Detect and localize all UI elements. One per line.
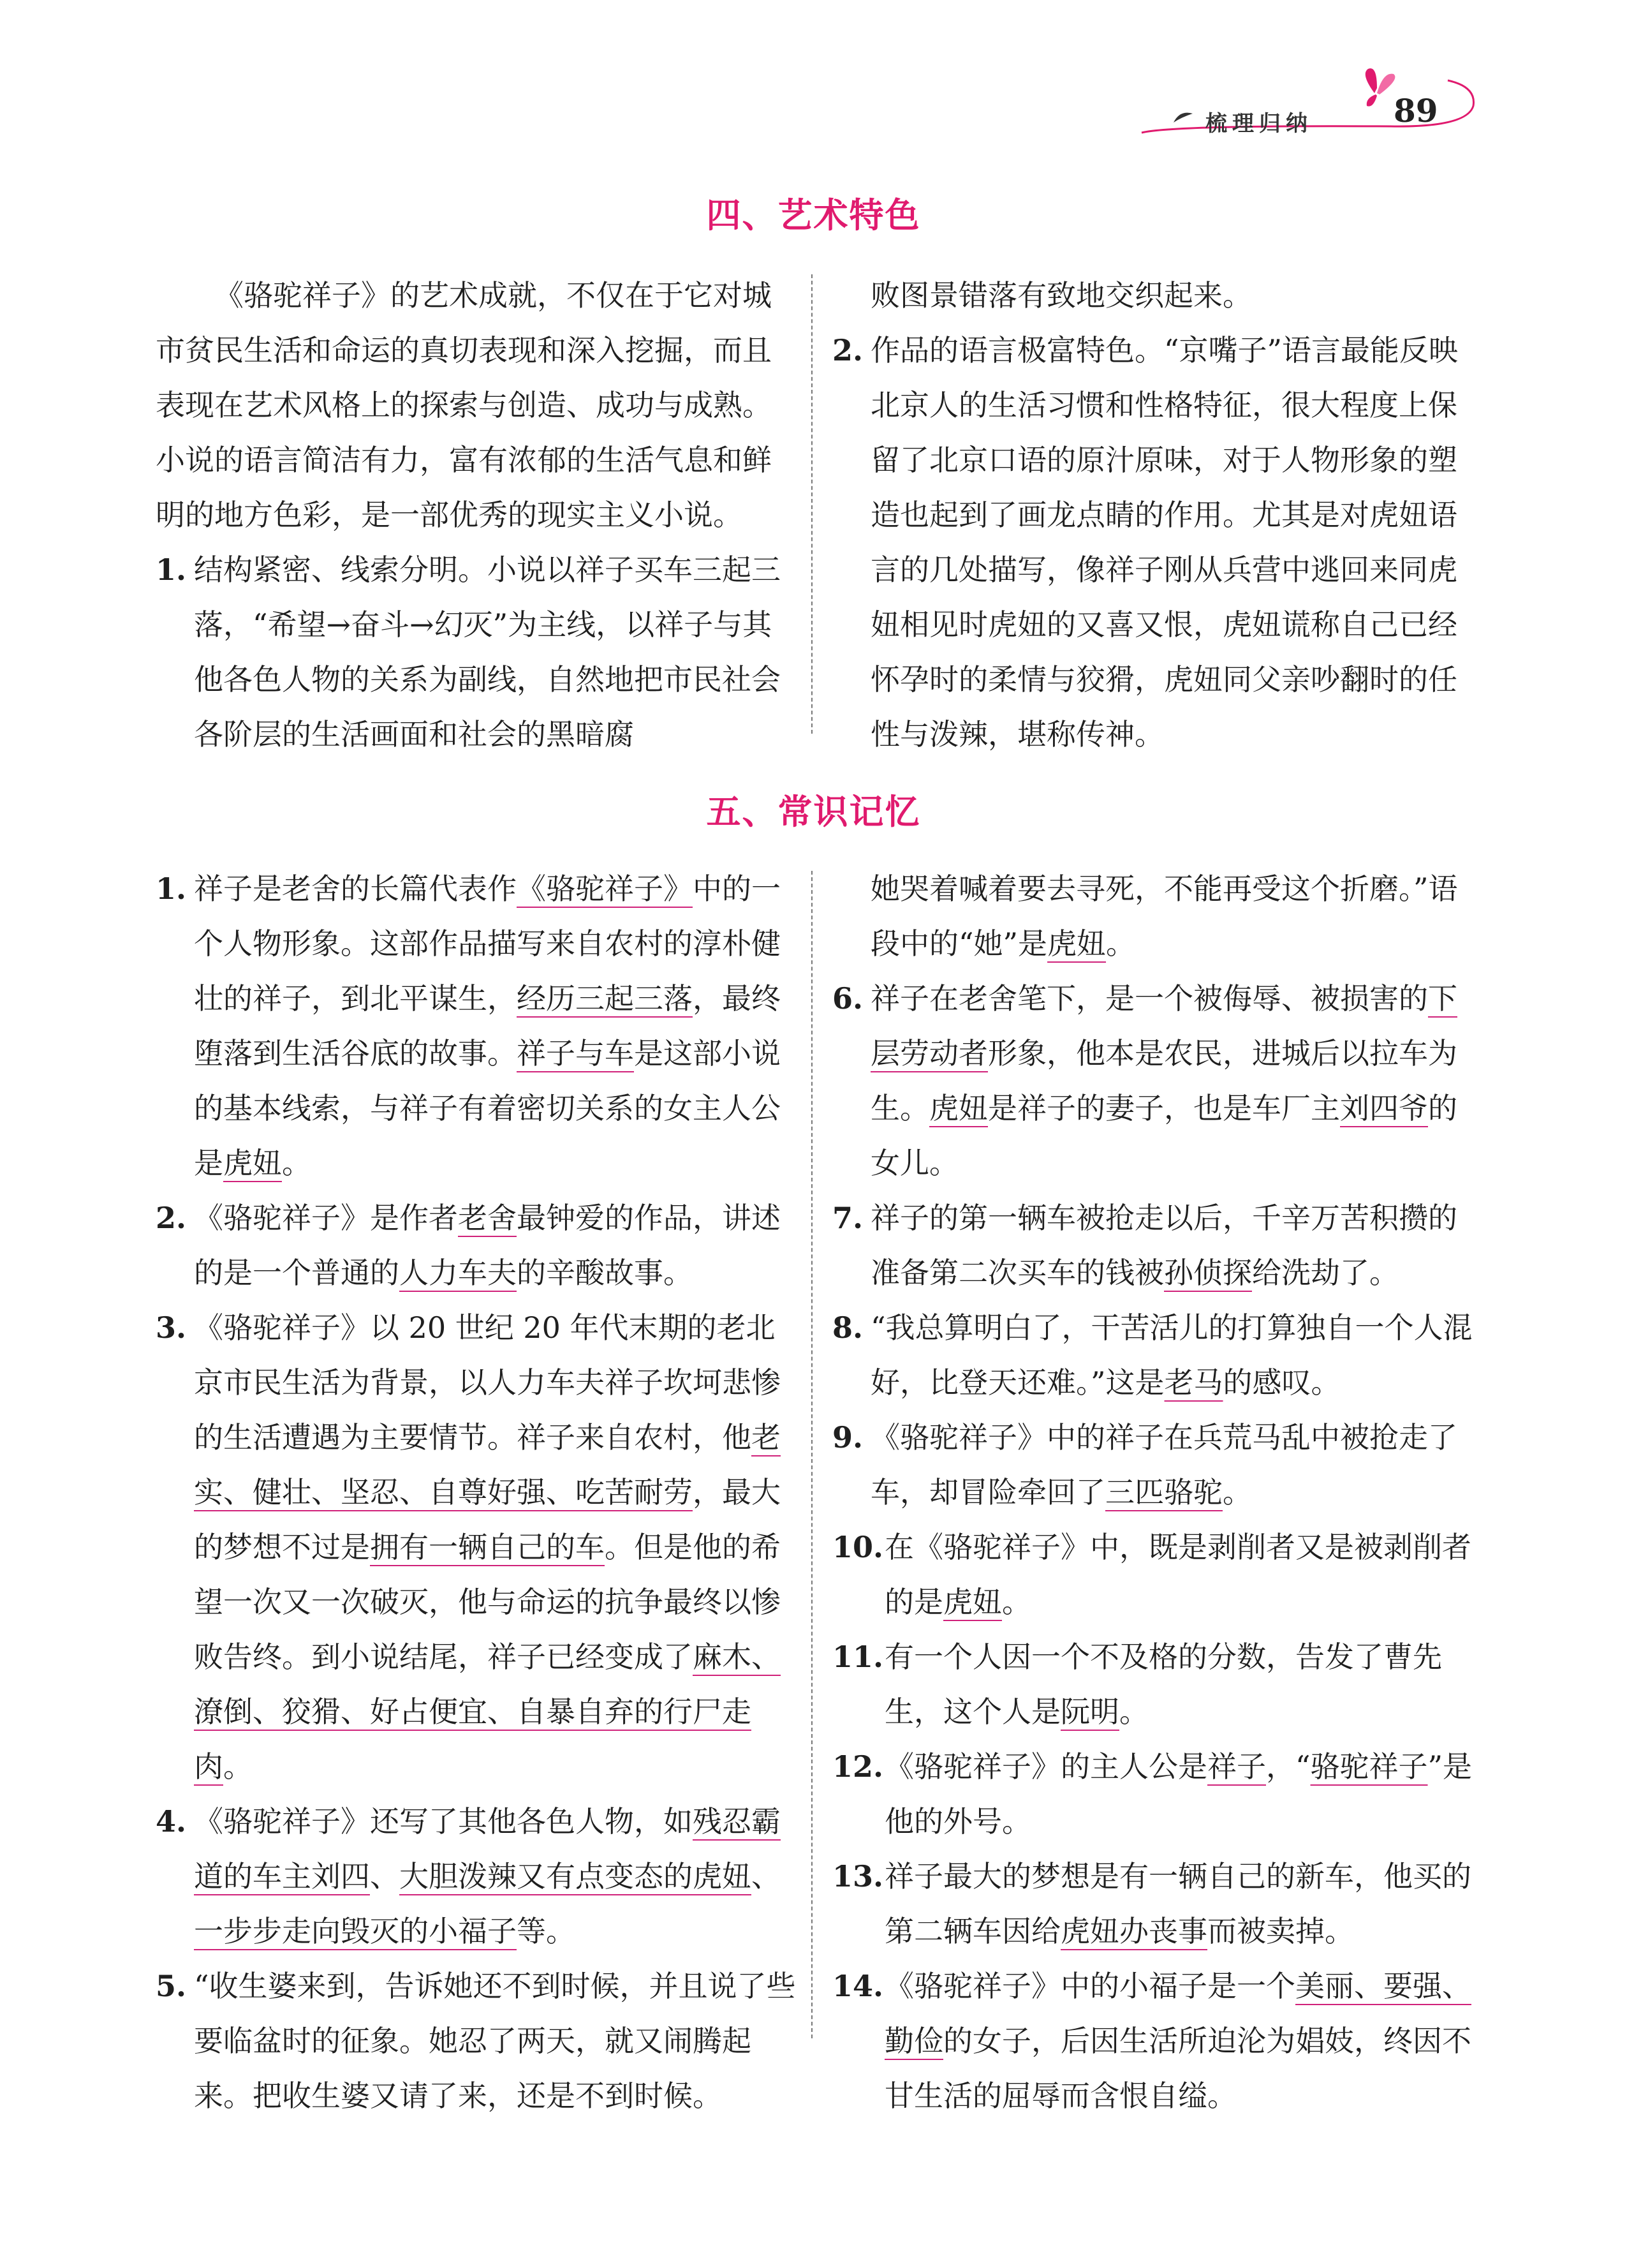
text-segment: 《骆驼祥子》还写了其他各色人物，如	[194, 1804, 693, 1839]
text-segment: 的女儿。	[871, 1091, 1457, 1180]
item-number: 14.	[832, 1969, 884, 2003]
knowledge-item-6	[832, 971, 1476, 1190]
text-segment: 祥子是老舍的长篇代表作	[194, 871, 517, 906]
answer-underline: 下层劳动者	[871, 981, 1457, 1071]
answer-underline: 刘四爷	[1340, 1091, 1428, 1125]
text-segment: 。但是他的希望一次又一次破灭，他与命运的抗争最终以惨败告终。到小说结尾，祥子已经变成了	[194, 1530, 781, 1674]
section4-intro: 《骆驼祥子》的艺术成就，不仅在于它对城市贫民生活和命运的真切表现和深入挖掘，而且表现在艺术风格上的探索与创造、成功与成熟。小说的语言简洁有力，富有浓郁的生活气息和鲜明的地方色彩，是一部优秀的现实主义小说。	[156, 278, 772, 532]
answer-underline: 麻木、潦倒、狡猾、好占便宜、自暴自弃的行尸走肉	[194, 1640, 781, 1784]
answer-underline: 虎妞	[223, 1146, 282, 1180]
text-segment: 中的一个人物形象。这部作品描写来自农村的淳朴健壮的祥子，到北平谋生，	[194, 871, 781, 1016]
text-segment: 是这部小说的基本线索，与祥子有着密切关系的女主人公是	[194, 1036, 781, 1180]
answer-underline: 经历三起三落	[517, 981, 693, 1016]
text-segment: 她哭着喊着要去寻死，不能再受这个折磨。”语段中的“她”是	[871, 871, 1458, 961]
item-text	[194, 1794, 800, 1959]
answer-underline: 虎妞办丧事	[1061, 1914, 1207, 1948]
butterfly-icon	[1366, 68, 1395, 107]
text-segment: 的感叹。	[1223, 1365, 1341, 1400]
text-segment: 、	[370, 1859, 399, 1894]
knowledge-item-13	[832, 1849, 1476, 1959]
text-segment: 祥子最大的梦想是有一辆自己的新车，他买的第二辆车因给	[885, 1859, 1471, 1948]
answer-underline: 老舍	[458, 1201, 517, 1235]
knowledge-item-8	[832, 1300, 1476, 1410]
answer-underline: 人力车夫	[399, 1256, 517, 1290]
item-number: 6.	[832, 981, 864, 1016]
answer-underline: 祥子与车	[517, 1036, 634, 1071]
answer-underline: 虎妞	[1047, 926, 1107, 961]
page-header	[1135, 61, 1492, 138]
item-text	[885, 1520, 1476, 1629]
section5-left-column	[156, 861, 800, 2123]
text-segment: 。	[1106, 926, 1136, 961]
item-number: 7.	[832, 1201, 864, 1235]
item-number: 1.	[156, 552, 187, 587]
item-text	[871, 1300, 1476, 1410]
text-segment: 《骆驼祥子》的主人公是	[885, 1749, 1207, 1784]
text-segment: 而被卖掉。	[1207, 1914, 1354, 1948]
header-swoosh-decoration	[1135, 61, 1492, 138]
text-segment: ，最大的梦想不过是	[194, 1475, 781, 1564]
item-text	[885, 1629, 1476, 1739]
item-number: 10.	[832, 1530, 884, 1564]
section4-title: 四、艺术特色	[706, 195, 921, 235]
text-segment: 祥子的第一辆车被抢走以后，千辛万苦积攒的准备第二次买车的钱被	[871, 1201, 1457, 1290]
section4-left-column	[156, 268, 800, 762]
item-text	[885, 1739, 1476, 1849]
text-segment: 形象，他本是农民，进城后以拉车为生。	[871, 1036, 1457, 1125]
answer-underline: 虎妞	[943, 1585, 1002, 1619]
item-text	[871, 1410, 1476, 1520]
text-segment: 。	[223, 1749, 253, 1784]
section4-item-2	[832, 323, 1476, 762]
item-number: 2.	[156, 1201, 187, 1235]
answer-underline: 孙侦探	[1164, 1256, 1252, 1290]
page-number: 89	[1394, 92, 1438, 130]
answer-underline: 一步步走向毁灭的小福子	[194, 1914, 517, 1948]
knowledge-item-9	[832, 1410, 1476, 1520]
text-segment: 在《骆驼祥子》中，既是剥削者又是被剥削者的是	[885, 1530, 1471, 1619]
item-number: 11.	[832, 1640, 884, 1674]
knowledge-item-12	[832, 1739, 1476, 1849]
text-segment: “我总算明白了，干苦活儿的打算独自一个人混好，比登天还难。”这是	[871, 1310, 1473, 1400]
text-segment: 等。	[517, 1914, 575, 1948]
text-segment: 《骆驼祥子》是作者	[194, 1201, 458, 1235]
text-segment: 的女子，后因生活所迫沦为娼妓，终因不甘生活的屈辱而含恨自缢。	[885, 2024, 1471, 2113]
answer-underline: 骆驼祥子	[1310, 1749, 1428, 1784]
item-text	[871, 1190, 1476, 1300]
knowledge-item-3	[156, 1300, 800, 1794]
section4-right-column	[832, 268, 1476, 762]
text-segment: ”是他的外号。	[885, 1749, 1473, 1839]
section4-item-1	[156, 542, 800, 762]
answer-underline: 老马	[1164, 1365, 1223, 1400]
text-segment: 给洗劫了。	[1252, 1256, 1399, 1290]
item-text	[194, 1300, 800, 1794]
answer-underline: 虎妞	[929, 1091, 988, 1125]
item-number: 2.	[832, 333, 864, 367]
item-number: 13.	[832, 1859, 884, 1894]
text-segment: 《骆驼祥子》中的小福子是一个	[885, 1969, 1295, 2003]
text-segment: 。	[1223, 1475, 1252, 1509]
knowledge-item-10	[832, 1520, 1476, 1629]
text-segment: 。	[1002, 1585, 1031, 1619]
item-text: 结构紧密、线索分明。小说以祥子买车三起三落，“希望→奋斗→幻灭”为主线，以祥子与其他各色人物的关系为副线，自然地把市民社会各阶层的生活画面和社会的黑暗腐	[194, 552, 781, 752]
text-segment: ，最终堕落到生活谷底的故事。	[194, 981, 781, 1071]
knowledge-item-4	[156, 1794, 800, 1959]
text-segment: 。	[282, 1146, 311, 1180]
text-segment: 、	[751, 1859, 781, 1894]
section4-item-1-continued: 败图景错落有致地交织起来。	[871, 278, 1252, 313]
text-segment: 的辛酸故事。	[517, 1256, 693, 1290]
text-segment: 《骆驼祥子》以 20 世纪 20 年代末期的老北京市民生活为背景，以人力车夫祥子坎坷悲惨的生活遭遇为主要情节。祥子来自农村，他	[194, 1310, 781, 1455]
section5-title: 五、常识记忆	[706, 791, 921, 832]
answer-underline: 残忍霸道的车主刘四	[194, 1804, 781, 1894]
knowledge-item-11	[832, 1629, 1476, 1739]
knowledge-item-5-continued	[832, 861, 1476, 971]
item-text	[885, 1849, 1476, 1959]
item-number: 1.	[156, 871, 187, 906]
answer-underline: 三匹骆驼	[1105, 1475, 1223, 1509]
item-number: 4.	[156, 1804, 187, 1839]
item-number: 8.	[832, 1310, 864, 1345]
item-number: 5.	[156, 1969, 187, 2003]
knowledge-item-1	[156, 861, 800, 1190]
answer-underline: 老实、健壮、坚忍、自尊好强、吃苦耐劳	[194, 1420, 781, 1509]
answer-underline: 大胆泼辣又有点变态的虎妞	[399, 1859, 751, 1894]
item-text: “收生婆来到，告诉她还不到时候，并且说了些要临盆时的征象。她忍了两天，就又闹腾起来。把收生婆又请了来，还是不到时候。	[194, 1969, 796, 2113]
item-text	[885, 1959, 1476, 2123]
item-text	[194, 861, 800, 1190]
knowledge-item-7	[832, 1190, 1476, 1300]
knowledge-item-5	[156, 1959, 800, 2123]
item-text: 作品的语言极富特色。“京嘴子”语言最能反映北京人的生活习惯和性格特征，很大程度上保留了北京口语的原汁原味，对于人物形象的塑造也起到了画龙点睛的作用。尤其是对虎妞语言的几处描写，像祥子刚从兵营中逃回来同虎妞相见时虎妞的又喜又恨，虎妞谎称自己已经怀孕时的柔情与狡猾，虎妞同父亲吵翻时的任性与泼辣，堪称传神。	[871, 333, 1459, 752]
header-section-label: 梳理归纳	[1205, 111, 1313, 137]
text-segment: 是祥子的妻子，也是车厂主	[988, 1091, 1340, 1125]
answer-underline: 祥子	[1207, 1749, 1266, 1784]
text-segment: 最钟爱的作品，讲述的是一个普通的	[194, 1201, 781, 1290]
section5-column-divider	[811, 871, 813, 2038]
item-text	[194, 1190, 800, 1300]
knowledge-item-14	[832, 1959, 1476, 2123]
answer-underline: 阮明	[1061, 1694, 1119, 1729]
text-segment: 有一个人因一个不及格的分数，告发了曹先生，这个人是	[885, 1640, 1442, 1729]
item-number: 9.	[832, 1420, 864, 1455]
section5-right-column	[832, 861, 1476, 2123]
item-number: 3.	[156, 1310, 187, 1345]
text-segment: 祥子在老舍笔下，是一个被侮辱、被损害的	[871, 981, 1428, 1016]
text-segment: 。	[1119, 1694, 1149, 1729]
section4-column-divider	[811, 274, 813, 734]
item-number: 12.	[832, 1749, 884, 1784]
answer-underline: 《骆驼祥子》	[517, 871, 693, 906]
knowledge-item-2	[156, 1190, 800, 1300]
answer-underline: 美丽、要强、勤俭	[885, 1969, 1471, 2058]
text-segment: ，“	[1266, 1749, 1311, 1784]
answer-underline: 拥有一辆自己的车	[370, 1530, 605, 1564]
item-text	[871, 971, 1476, 1190]
text-segment: 《骆驼祥子》中的祥子在兵荒马乱中被抢走了车，却冒险牵回了	[871, 1420, 1457, 1509]
